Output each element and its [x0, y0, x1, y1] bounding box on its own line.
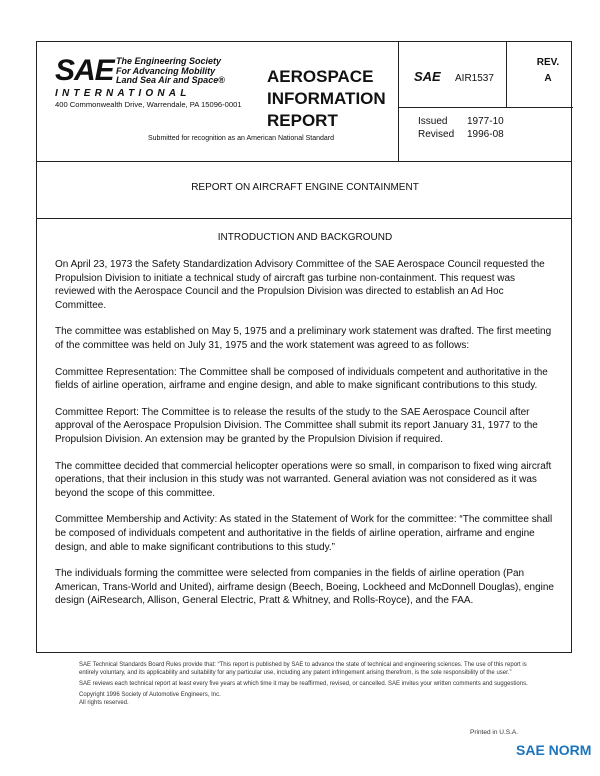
revision-value: A [544, 73, 552, 84]
sae-address: 400 Commonwealth Drive, Warrendale, PA 15096-0001 [55, 100, 242, 109]
document-type: AEROSPACE INFORMATION REPORT [267, 67, 386, 130]
rev-column-divider [506, 42, 507, 107]
paragraph: Committee Report: The Committee is to release the results of the study to the SAE Aerospace Council after approval of the Aerospace Propulsion Division. The Committee shall submit its report January 31, 1977 to the Propulsion Division. An extension may be granted by the Propulsion Division if required. [55, 406, 538, 445]
footer-rights: All rights reserved. [79, 700, 129, 706]
revised-date: 1996-08 [467, 129, 504, 140]
document-number: AIR1537 [455, 73, 494, 84]
header-divider [37, 161, 571, 162]
paragraph: Committee Membership and Activity: As stated in the Statement of Work for the committee: “The committee shall be composed of individuals competent and authoritative in the fields of airline operation, airframe and engine design, and able to make significant contributions to this study.” [55, 514, 553, 553]
footer-review: SAE reviews each technical report at least every five years at which time it may be reaffirmed, revised, or cancelled. SAE invites your written comments and suggestions. [79, 681, 528, 687]
ansi-submission-note: Submitted for recognition as an American National Standard [148, 135, 334, 142]
body-text [55, 258, 555, 621]
paragraph: The committee decided that commercial helicopter operations were so small, in comparison to fixed wing aircraft operations, that their inclusion in this study was not warranted. General aviation was not considered as it was beyond the scope of this committee. [55, 460, 552, 499]
paragraph: On April 23, 1973 the Safety Standardization Advisory Committee of the SAE Aerospace Council requested the Propulsion Division to initiate a technical study of aircraft gas turbine non-containment. This request was reviewed with the Aerospace Council and the Propulsion Division was directed to establish an Ad Hoc Committee. [55, 259, 545, 311]
revised-label: Revised [418, 129, 455, 140]
footer-rules: SAE Technical Standards Board Rules provide that: “This report is published by SAE to advance the state of technical and engineering sciences. The use of this report is entirely voluntary, and its applicability and suitability for any particular use, including any patent infringement arising therefrom, is the sole responsibility of the user.” [79, 662, 527, 676]
printed-in-usa: Printed in U.S.A. [470, 729, 519, 736]
section-heading: INTRODUCTION AND BACKGROUND [217, 232, 393, 243]
paragraph: The individuals forming the committee were selected from companies in the fields of airline operation (Pan American, Trans-World and United), airframe design (Beech, Boeing, Lockheed and McDonnell Douglas), engine design (AiResearch, Allison, General Electric, Pratt & Whitney, and Rolls-Royce), and the FAA. [55, 568, 554, 607]
sae-small-logo: SAE [414, 69, 441, 84]
sae-international: INTERNATIONAL [55, 88, 191, 99]
issued-date: 1977-10 [467, 116, 504, 127]
document-frame [36, 41, 572, 653]
issued-label: Issued [418, 116, 448, 127]
report-title: REPORT ON AIRCRAFT ENGINE CONTAINMENT [191, 182, 419, 193]
sae-norm-text: SAE NORM [516, 742, 592, 758]
paragraph: Committee Representation: The Committee shall be composed of individuals competent and authoritative in the fields of airline operation, airframe and engine design, and able to make significant contributions to this study. [55, 366, 548, 392]
footer-copyright: Copyright 1996 Society of Automotive Engineers, Inc. [79, 692, 221, 698]
sae-tagline: The Engineering Society For Advancing Mobility Land Sea Air and Space® [116, 56, 225, 85]
footer-notice [79, 661, 539, 707]
revision-label: REV. [536, 57, 560, 68]
header-column-divider [398, 42, 399, 161]
sae-logo-mark: SAE [55, 54, 114, 87]
sae-norm-watermark [484, 739, 594, 769]
paragraph: The committee was established on May 5, 1975 and a preliminary work statement was drafted. The first meeting of the committee was held on July 31, 1975 and the work statement was agreed to as follows: [55, 326, 552, 351]
number-box-divider [398, 107, 573, 108]
title-divider [37, 218, 571, 219]
sae-logo [55, 56, 255, 102]
